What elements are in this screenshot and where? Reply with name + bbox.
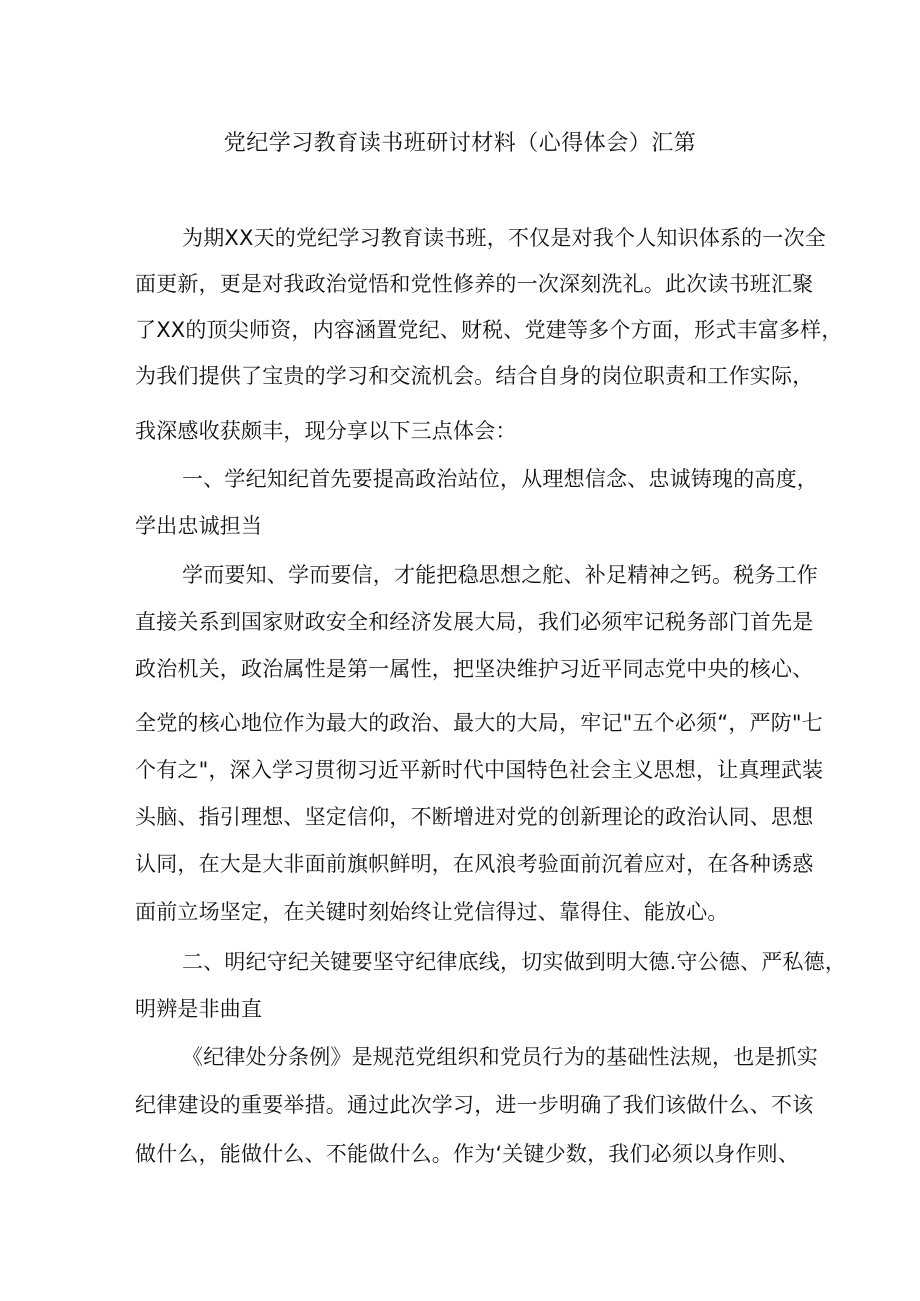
paragraph-2-line-7: 认同，在大是大非面前旗帜鲜明，在风浪考验面前沉着应对，在各种诱惑 <box>135 852 814 876</box>
paragraph-1-line-3: 了XX的顶尖师资，内容涵置党纪、财税、党建等多个方面，形式丰富多样， <box>135 318 843 342</box>
paragraph-2-line-3: 政治机关，政治属性是第一属性，把坚决维护习近平同志党中央的核心、 <box>135 657 814 681</box>
paragraph-2-line-1: 学而要知、学而要信，才能把稳思想之舵、补足精神之钙。税务工作 <box>182 563 818 587</box>
heading-2-line-2: 明辨是非曲直 <box>135 997 263 1021</box>
paragraph-1-line-2: 面更新，更是对我政治觉悟和党性修养的一次深刻洗礼。此次读书班汇聚 <box>135 272 814 296</box>
heading-1-line-2: 学出忠诚担当 <box>135 514 263 538</box>
paragraph-2-line-4: 全党的核心地位作为最大的政治、最大的大局，牢记"五个必须“，严防"七 <box>135 711 823 735</box>
paragraph-3-line-1: 《纪律处分条例》是规范党组织和党员行为的基础性法规，也是抓实 <box>182 1045 818 1069</box>
paragraph-1-line-4: 为我们提供了宝贵的学习和交流机会。结合自身的岗位职责和工作实际， <box>135 364 814 388</box>
document-title: 党纪学习教育读书班研讨材料（心得体会）汇第 <box>223 131 697 156</box>
paragraph-1-line-1: 为期XX天的党纪学习教育读书班，不仅是对我个人知识体系的一次全 <box>182 226 826 250</box>
paragraph-2-line-5: 个有之"，深入学习贯彻习近平新时代中国特色社会主义思想，让真理武装 <box>135 758 824 782</box>
paragraph-1-line-5: 我深感收获颇丰，现分享以下三点体会： <box>135 419 517 443</box>
heading-1-line-1: 一、学纪知纪首先要提高政治站位，从理想信念、忠诚铸瑰的高度， <box>182 467 818 491</box>
paragraph-2-line-8: 面前立场坚定，在关键时刻始终让党信得过、靠得住、能放心。 <box>135 900 729 924</box>
heading-2-line-1: 二、明纪守纪关键要坚守纪律底线，切实做到明大德.守公德、严私德， <box>182 950 847 974</box>
paragraph-2-line-6: 头脑、指引理想、坚定信仰，不断增进对党的创新理论的政治认同、思想 <box>135 805 814 829</box>
paragraph-3-line-3: 做什么，能做什么、不能做什么。作为‘关键少数，我们必须以身作则、 <box>135 1142 800 1166</box>
paragraph-2-line-2: 直接关系到国家财政安全和经济发展大局，我们必须牢记税务部门首先是 <box>135 610 814 634</box>
paragraph-3-line-2: 纪律建设的重要举措。通过此次学习，进一步明确了我们该做什么、不该 <box>135 1093 814 1117</box>
